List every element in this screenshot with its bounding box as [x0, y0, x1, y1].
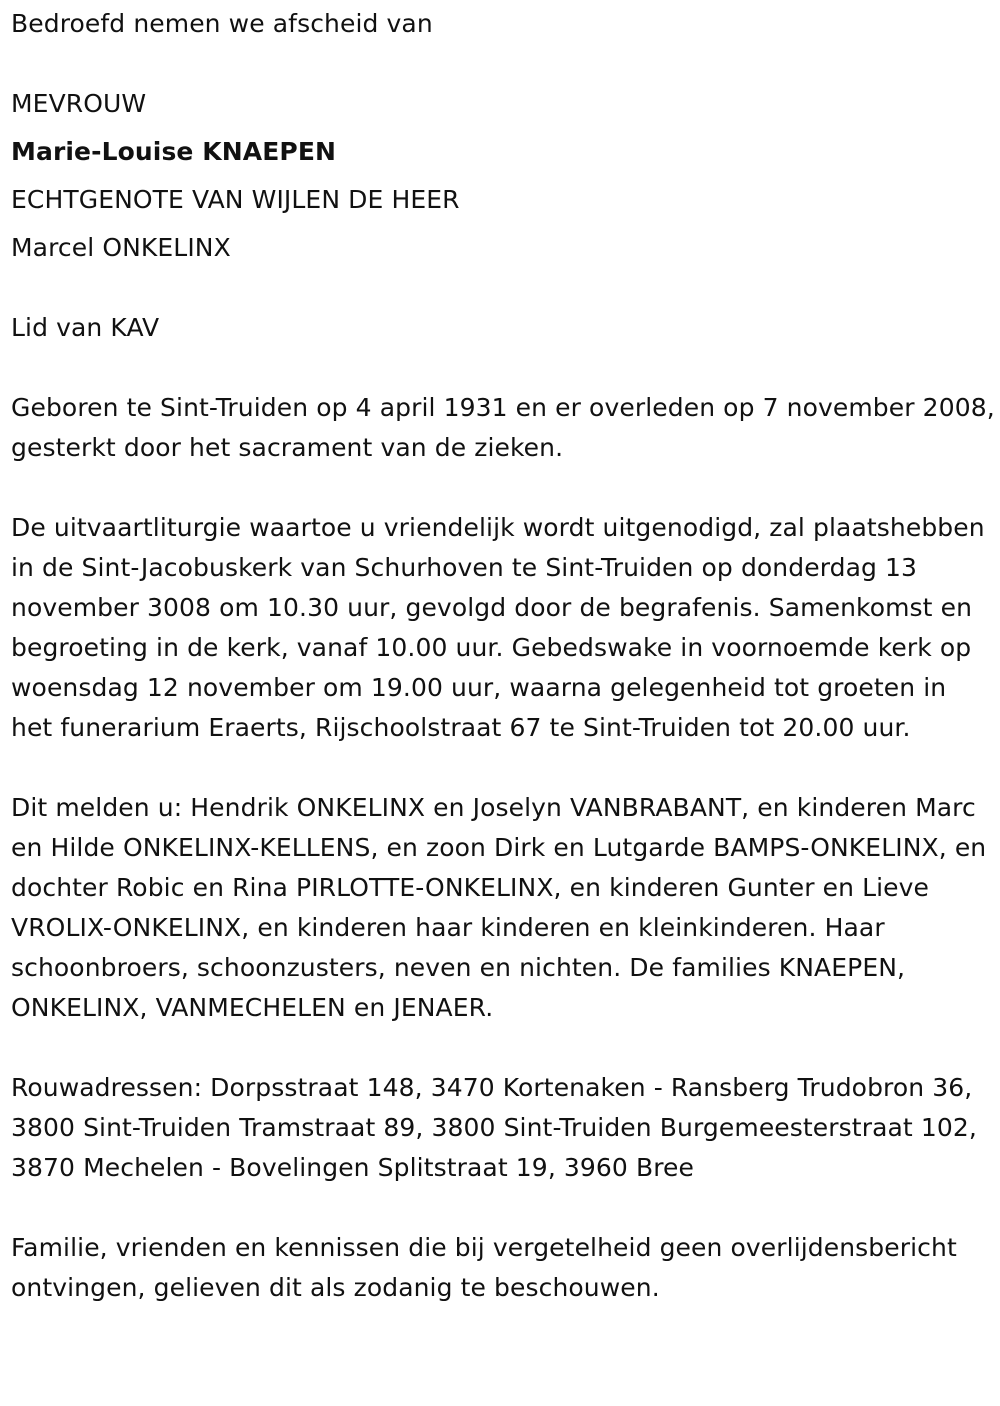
obituary-document [11, 4, 995, 1308]
intro-line: Bedroefd nemen we afscheid van [11, 9, 433, 38]
spacer [11, 220, 995, 228]
spacer [11, 1028, 995, 1068]
closing-paragraph: Familie, vrienden en kennissen die bij vergetelheid geen overlijdensbericht ontvingen, gelieven dit als zodanig te beschouwen. [11, 1233, 957, 1302]
title-line: MEVROUW [11, 89, 147, 118]
spacer [11, 348, 995, 388]
spacer [11, 124, 995, 132]
spacer [11, 468, 995, 508]
spacer [11, 44, 995, 84]
spacer [11, 748, 995, 788]
ceremony-paragraph: De uitvaartliturgie waartoe u vriendelijk wordt uitgenodigd, zal plaatshebben in de Sint-Jacobuskerk van Schurhoven te Sint-Truiden op donderdag 13 november 3008 om 10.30 uur, gevolgd door de begrafenis. Samenkomst en begroeting in de kerk, vanaf 10.00 uur. Gebedswake in voornoemde kerk op woensdag 12 november om 19.00 uur, waarna gelegenheid tot groeten in het funerarium Eraerts, Rijschoolstraat 67 te Sint-Truiden tot 20.00 uur. [11, 513, 985, 742]
spacer [11, 172, 995, 180]
addresses-paragraph: Rouwadressen: Dorpsstraat 148, 3470 Kortenaken - Ransberg Trudobron 36, 3800 Sint-Truiden Tramstraat 89, 3800 Sint-Truiden Burgemeesterstraat 102, 3870 Mechelen - Bovelingen Splitstraat 19, 3960 Bree [11, 1073, 977, 1182]
spouse-intro: ECHTGENOTE VAN WIJLEN DE HEER [11, 185, 460, 214]
spouse-name: Marcel ONKELINX [11, 233, 231, 262]
deceased-name: Marie-Louise KNAEPEN [11, 137, 337, 166]
spacer [11, 1188, 995, 1228]
spacer [11, 268, 995, 308]
birth-death-paragraph: Geboren te Sint-Truiden op 4 april 1931 en er overleden op 7 november 2008, gesterkt door het sacrament van de zieken. [11, 393, 995, 462]
announcers-paragraph: Dit melden u: Hendrik ONKELINX en Joselyn VANBRABANT, en kinderen Marc en Hilde ONKELINX-KELLENS, en zoon Dirk en Lutgarde BAMPS-ONKELINX, en dochter Robic en Rina PIRLOTTE-ONKELINX, en kinderen Gunter en Lieve VROLIX-ONKELINX, en kinderen haar kinderen en kleinkinderen. Haar schoonbroers, schoonzusters, neven en nichten. De families KNAEPEN, ONKELINX, VANMECHELEN en JENAER. [11, 793, 987, 1022]
membership-line: Lid van KAV [11, 313, 160, 342]
